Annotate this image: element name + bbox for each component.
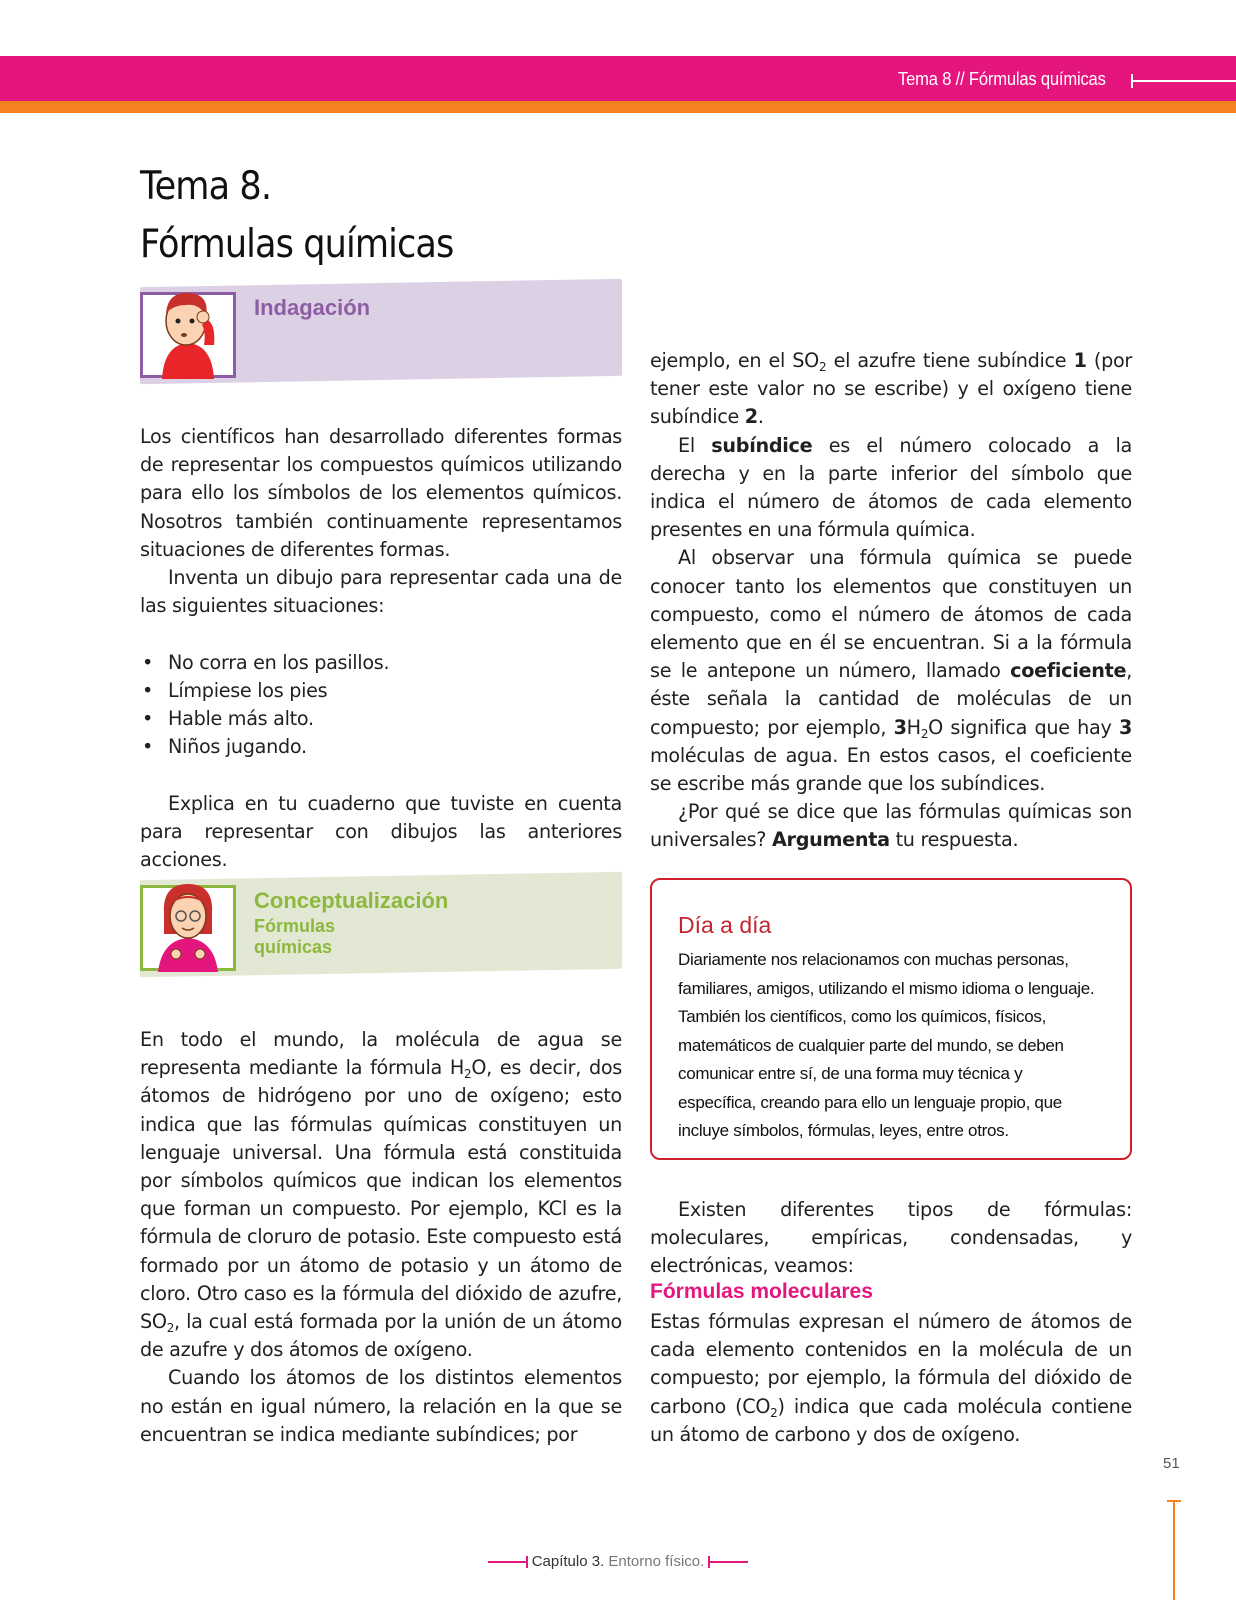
list-item: • Niños jugando. bbox=[140, 733, 622, 761]
text-run: el azufre tiene subíndice bbox=[826, 349, 1074, 372]
avatar-frame bbox=[140, 885, 236, 971]
conceptualizacion-sublabel: Fórmulas químicas bbox=[254, 916, 336, 957]
title-line-2: Fórmulas químicas bbox=[140, 222, 454, 267]
list-item: • No corra en los pasillos. bbox=[140, 649, 622, 677]
subscript: 2 bbox=[818, 360, 827, 374]
bold-run: coeficiente bbox=[1010, 659, 1127, 683]
bold-run: Argumenta bbox=[771, 828, 890, 852]
indagacion-text bbox=[140, 423, 622, 874]
situations-list bbox=[140, 649, 622, 762]
page-footer bbox=[0, 1553, 1236, 1570]
text-run: . bbox=[757, 405, 764, 429]
text-run: moléculas de agua. En estos casos, el coeficiente se escribe más grande que los subíndices. bbox=[650, 743, 1132, 796]
text-run: ) indica que cada molécula contiene un átomo de carbono y dos de oxígeno. bbox=[650, 1394, 1132, 1446]
paragraph bbox=[650, 1308, 1132, 1449]
subscript: 2 bbox=[920, 726, 929, 741]
page-title bbox=[140, 158, 453, 274]
dia-a-dia-box bbox=[650, 878, 1132, 1160]
subscript: 2 bbox=[166, 1321, 175, 1336]
text-run: , éste señala la cantidad de moléculas de un compuesto; por ejemplo, bbox=[650, 659, 1132, 739]
paragraph: Existen diferentes tipos de fórmulas: moleculares, empíricas, condensadas, y electrónicas, veamos: bbox=[650, 1198, 1132, 1278]
paragraph bbox=[650, 432, 1132, 545]
paragraph bbox=[650, 347, 1132, 432]
paragraph: Cuando los átomos de los distintos elementos no están en igual número, la relación en la que se encuentran se indica mediante subíndices; por bbox=[140, 1366, 622, 1446]
text-run: H bbox=[906, 715, 921, 739]
footer-section: Entorno físico. bbox=[608, 1553, 705, 1570]
girl-teacher-icon bbox=[140, 874, 236, 974]
paragraph bbox=[650, 544, 1132, 798]
subscript: 2 bbox=[770, 1405, 778, 1420]
spacer bbox=[140, 761, 622, 789]
bold-run: 3 bbox=[1118, 715, 1133, 739]
text-run: El bbox=[678, 433, 712, 457]
text-run: (por tener este valor no se escribe) y el oxígeno tiene subíndice bbox=[650, 349, 1132, 429]
text-run: En todo el mundo, la molécula de agua se representa mediante la fórmula H bbox=[140, 1028, 622, 1080]
dia-a-dia-text: Diariamente nos relacionamos con muchas personas, familiares, amigos, utilizando el mismo idioma o lenguaje. También los científicos, como los químicos, físicos, matemáticos de cualquier parte del mundo, se deben comunicar entre sí, de una forma muy técnica y específica, creando para ello un lenguaje propio, que incluye símbolos, fórmulas, leyes, entre otros. bbox=[678, 950, 1095, 1140]
text-run: , la cual está formada por la unión de un átomo de azufre y dos átomos de oxígeno. bbox=[140, 1310, 622, 1362]
formula-types-intro bbox=[650, 1196, 1132, 1281]
paragraph bbox=[650, 798, 1132, 854]
subsection-heading: Fórmulas moleculares bbox=[650, 1280, 873, 1303]
right-column-text bbox=[650, 347, 1132, 855]
bold-run: subíndice bbox=[711, 433, 813, 457]
title-line-1: Tema 8. bbox=[140, 164, 272, 209]
list-item: • Hable más alto. bbox=[140, 705, 622, 733]
dia-a-dia-title: Día a día bbox=[678, 912, 772, 938]
subscript: 2 bbox=[464, 1067, 472, 1082]
text-run: O significa que hay bbox=[928, 715, 1119, 739]
paragraph bbox=[140, 1026, 622, 1364]
text-run: Estas fórmulas expresan el número de átomos de cada elemento contenidos en la molécula de un compuesto; por ejemplo, la fórmula del dióxido de carbono (CO bbox=[650, 1310, 1132, 1418]
text-run: ¿Por qué se dice que las fórmulas químicas son universales? bbox=[650, 800, 1132, 852]
text-run: es el número colocado a la derecha y en la parte inferior del símbolo que indica el número de átomos de cada elemento presentes en una fórmula química. bbox=[650, 433, 1132, 542]
running-header: Tema 8 // Fórmulas químicas bbox=[898, 69, 1106, 89]
text-run: O, es decir, dos átomos de hidrógeno por uno de oxígeno; esto indica que las fórmulas químicas constituyen un lenguaje universal. Una fórmula está constituida por símbolos químicos que indican los elementos que forman un compuesto. Por ejemplo, KCl es la fórmula de cloruro de potasio. Este compuesto está formado por un átomo de potasio y un átomo de cloro. Otro caso es la fórmula del dióxido de azufre, SO bbox=[140, 1056, 622, 1334]
bold-run: 3 bbox=[893, 715, 907, 739]
text-run: tu respuesta. bbox=[889, 828, 1019, 852]
list-item: • Límpiese los pies bbox=[140, 677, 622, 705]
molecular-formulas-text bbox=[650, 1308, 1132, 1449]
text-run: ejemplo, en el SO bbox=[650, 349, 819, 372]
paragraph: Los científicos han desarrollado diferentes formas de representar los compuestos químicos utilizando para ello los símbolos de los elementos químicos. Nosotros también continuamente representamos situaciones de diferentes formas. bbox=[140, 425, 622, 561]
text-run: Al observar una fórmula química se puede conocer tanto los elementos que constituyen un compuesto, como el número de átomos de cada elemento que en él se encuentran. Si a la fórmula se le antepone un número, llamado bbox=[650, 546, 1132, 683]
footer-rule-right bbox=[708, 1561, 748, 1563]
side-rule bbox=[1173, 1500, 1175, 1600]
conceptualizacion-text bbox=[140, 1026, 622, 1449]
page-number: 51 bbox=[1163, 1455, 1180, 1472]
bold-run: 2 bbox=[744, 405, 758, 429]
paragraph: Inventa un dibujo para representar cada una de las siguientes situaciones: bbox=[140, 566, 622, 618]
bold-run: 1 bbox=[1073, 349, 1087, 372]
footer-rule-left bbox=[488, 1561, 528, 1563]
conceptualizacion-label: Conceptualización bbox=[254, 888, 449, 913]
indagacion-label: Indagación bbox=[254, 295, 371, 320]
header-band-orange bbox=[0, 101, 1236, 113]
paragraph: Explica en tu cuaderno que tuviste en cuenta para representar con dibujos las anteriores acciones. bbox=[140, 791, 622, 872]
avatar-frame bbox=[140, 292, 236, 378]
footer-chapter: Capítulo 3. bbox=[531, 1553, 605, 1570]
header-rule bbox=[1131, 80, 1236, 82]
spacer bbox=[140, 620, 622, 648]
thinking-boy-icon bbox=[140, 283, 236, 383]
